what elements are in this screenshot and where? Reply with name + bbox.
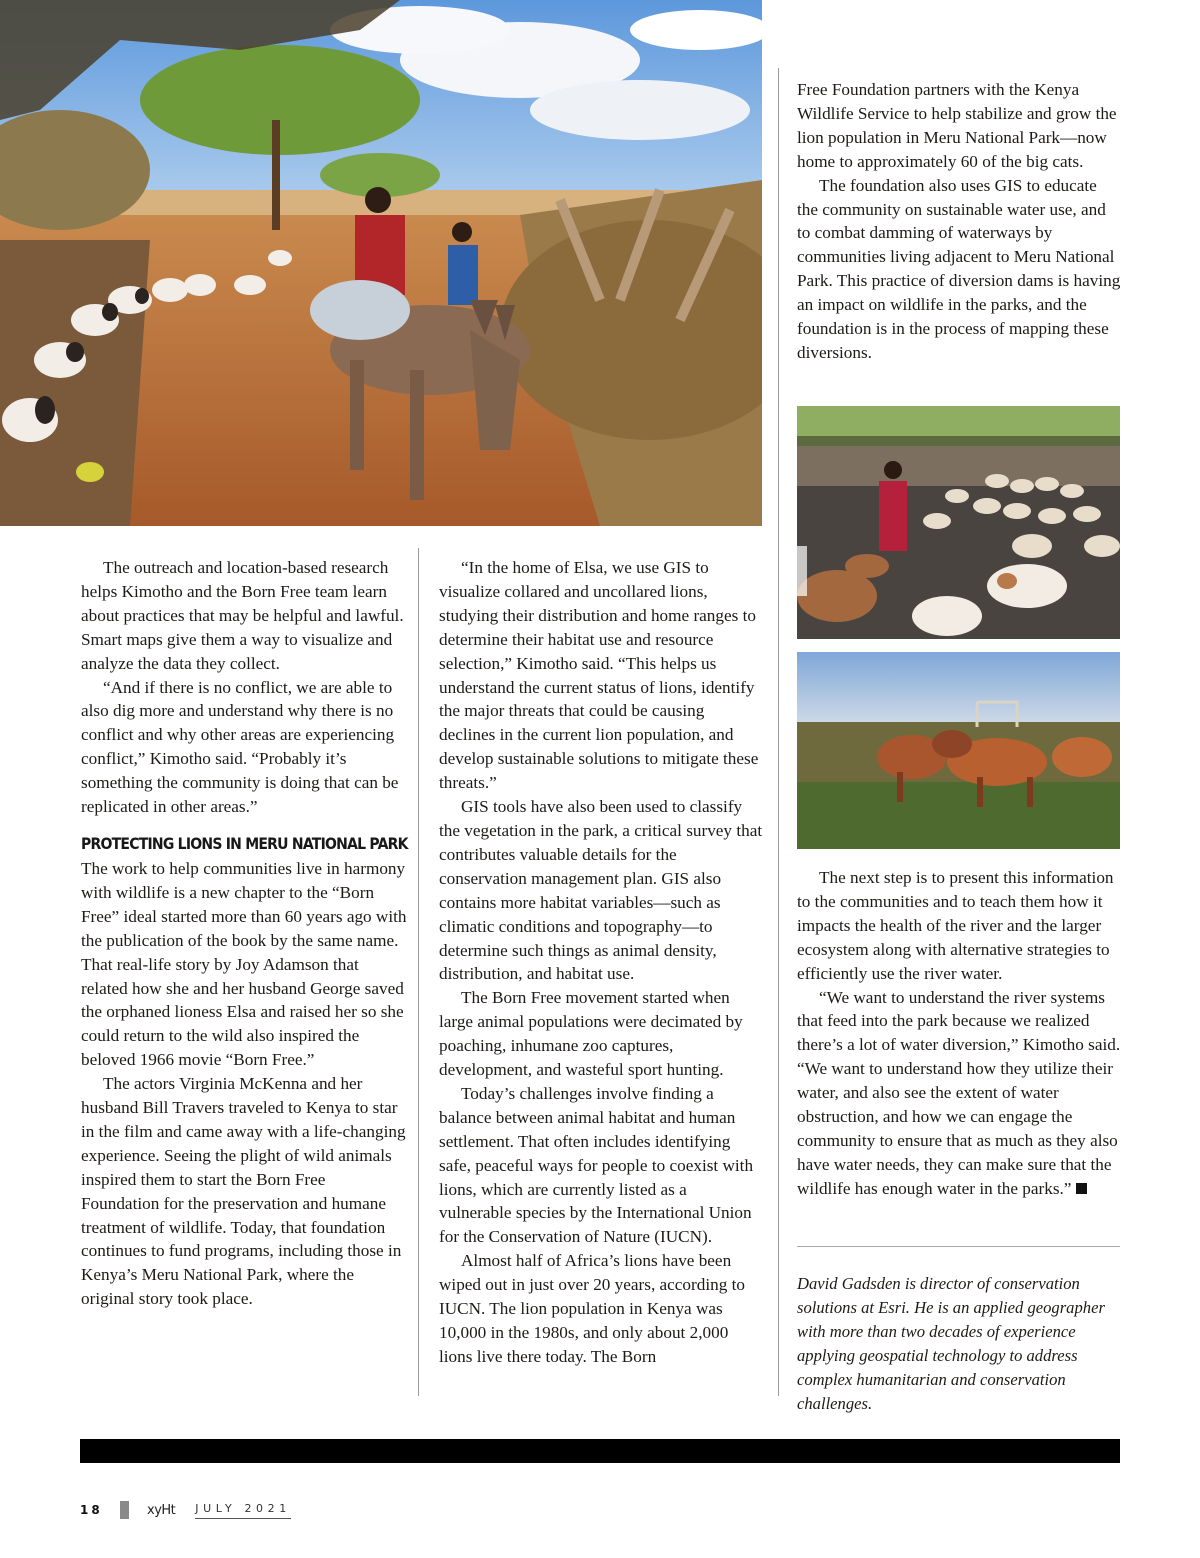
article-paragraph: “And if there is no conflict, we are able to also dig more and understand why there is no conflict and why other areas are experiencing conflict,” Kimotho said. “Probably it’s something the community is doing that can be replicated in other areas.”: [81, 677, 399, 817]
article-column-right-top: [797, 78, 1121, 365]
bio-divider: [797, 1246, 1120, 1247]
issue-date: JULY 2021: [195, 1502, 291, 1519]
article-column-middle: [439, 556, 763, 1369]
section-subheading: PROTECTING LIONS IN MERU NATIONAL PARK: [81, 833, 408, 853]
article-paragraph: GIS tools have also been used to classify the vegetation in the park, a critical survey that contributes valuable details for the conservation management plan. GIS also contains more habitat variables—such as climatic conditions and topography—to determine such things as animal density, distribution, and habitat use.: [439, 797, 763, 984]
article-paragraph: Almost half of Africa’s lions have been wiped out in just over 20 years, according to IUCN. The lion population in Kenya was 10,000 in the 1980s, and only about 2,000 lions live there today. The Born: [439, 1251, 745, 1366]
herder-goats-photo: [797, 406, 1120, 639]
article-paragraph: The outreach and location-based research helps Kimotho and the Born Free team learn about practices that may be helpful and lawful. Smart maps give them a way to visualize and analyze the data they collect.: [81, 558, 404, 673]
footer-band: [80, 1439, 1120, 1463]
folio-divider-bar: [120, 1501, 129, 1519]
article-column-right-bottom: [797, 866, 1121, 1201]
article-paragraph: The work to help communities live in harmony with wildlife is a new chapter to the “Born Free” ideal started more than 60 years ago with the publication of the book by the same name. That real-life story by Joy Adamson that related how she and her husband George saved the orphaned lioness Elsa and raised her so she could return to the wild also inspired the beloved 1966 movie “Born Free.”: [81, 858, 407, 1070]
article-paragraph: [797, 986, 1121, 1201]
column-rule-right: [778, 68, 779, 1396]
article-paragraph: Today’s challenges involve finding a balance between animal habitat and human settlement. That often includes identifying safe, peaceful ways for people to coexist with lions, which are currently listed as a vulnerable species by the International Union for the Conservation of Nature (IUCN).: [439, 1083, 754, 1247]
article-paragraph: The foundation also uses GIS to educate the community on sustainable water use, and to combat damming of waterways by communities living adjacent to Meru National Park. This practice of diversion dams is having an impact on wildlife in the parks, and the foundation is in the process of mapping these diversions.: [797, 175, 1121, 362]
magazine-logo: xyHt: [147, 1502, 176, 1518]
article-paragraph: The actors Virginia McKenna and her husband Bill Travers traveled to Kenya to star in the film and came away with a life-changing experience. Seeing the plight of wild animals inspired them to start the Born Free Foundation for the preservation and humane treatment of wildlife. Today, that foundation continues to fund programs, including those in Kenya’s Meru National Park, where the original story took place.: [81, 1074, 406, 1309]
article-paragraph: The next step is to present this information to the communities and to teach them how it impacts the health of the river and the larger ecosystem along with alternative strategies to efficiently use the river water.: [797, 868, 1114, 983]
article-column-left: [81, 556, 407, 1311]
cattle-photo: [797, 652, 1120, 849]
page-number: 18: [80, 1503, 103, 1517]
herders-donkey-goats-photo: [0, 0, 762, 526]
column-rule-left: [418, 548, 419, 1396]
article-paragraph: “In the home of Elsa, we use GIS to visualize collared and uncollared lions, studying their distribution and home ranges to determine their habitat use and resource selection,” Kimotho said. “This helps us understand the current status of lions, identify the major threats that could be causing declines in the current lion population, and develop sustainable solutions to mitigate these threats.”: [439, 558, 759, 793]
author-bio: David Gadsden is director of conservation solutions at Esri. He is an applied geographer with more than two decades of experience applying geospatial technology to address complex humanitarian and conservation challenges.: [797, 1274, 1105, 1413]
folio: [80, 1500, 291, 1520]
article-paragraph: The Born Free movement started when large animal populations were decimated by poaching, inhumane zoo captures, development, and wasteful sport hunting.: [439, 988, 743, 1080]
closing-quote-text: “We want to understand the river systems that feed into the park because we realized there’s a lot of water diversion,” Kimotho said. “We want to understand how they utilize their water, and also see the extent of water obstruction, and how we can engage the community to ensure that as much as they also have water needs, they can make sure that the wildlife has enough water in the parks.”: [797, 987, 1121, 1198]
article-paragraph: Free Foundation partners with the Kenya Wildlife Service to help stabilize and grow the lion population in Meru National Park—now home to approximately 60 of the big cats.: [797, 80, 1117, 171]
end-of-article-mark: [1076, 1183, 1087, 1194]
